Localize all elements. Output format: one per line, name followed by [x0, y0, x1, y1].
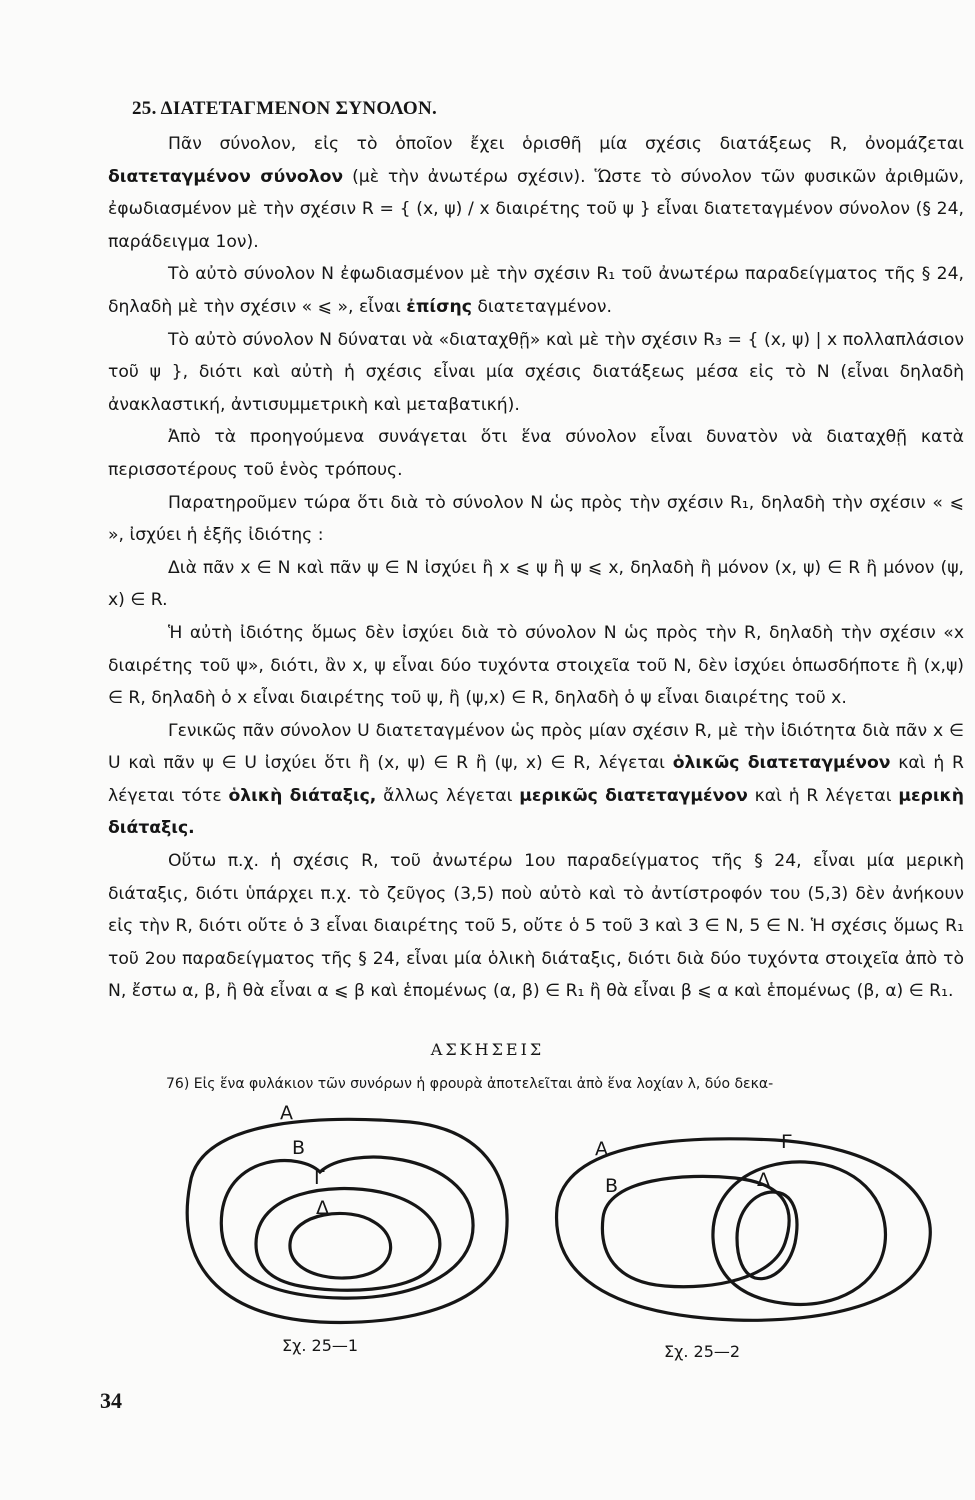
paragraph-1-run-3: (μὲ τὴν ἀνωτέρω σχέσιν). Ὥστε τὸ σύνολον τῶν φυσικῶν ἀριθμῶν, ἐφωδιασμένον μὲ τὴν σχέσιν R = { (x, ψ) / x διαιρέτης τοῦ ψ } εἶναι διατεταγμένον σύνολον (§ 24, παράδειγμα 1ον).	[108, 166, 964, 252]
paragraph-8-run-3: καὶ ἡ R λέγεται τότε	[108, 753, 964, 806]
paragraph-1	[108, 128, 964, 258]
paragraph-5-run-1: Παρατηροῦμεν τώρα ὅτι διὰ τὸ σύνολον N ὡς πρὸς τὴν σχέσιν R₁, δηλαδὴ τὴν σχέσιν « ⩽ », ἰσχύει ἡ ἑξῆς ἰδιότης :	[108, 492, 964, 546]
label-G: Γ	[781, 1131, 792, 1153]
section-body	[108, 128, 964, 1008]
paragraph-4	[108, 421, 964, 486]
paragraph-8-run-1: Γενικῶς πᾶν σύνολον U διατεταγμένον ὡς πρὸς μίαν σχέσιν R, μὲ τὴν ἰδιότητα διὰ πᾶν x ∈ U καὶ πᾶν ψ ∈ U ἰσχύει ὅτι ἢ (x, ψ) ∈ R ἢ (ψ, x) ∈ R, λέγεται	[108, 720, 964, 774]
section-heading: 25. ΔΙΑΤΕΤΑΓΜΕΝΟΝ ΣΥΝΟΛΟΝ.	[132, 98, 438, 119]
label-G: Γ	[314, 1167, 325, 1189]
paragraph-6	[108, 552, 964, 617]
paragraph-1-run-2: διατεταγμένον σύνολον	[108, 166, 344, 187]
paragraph-7	[108, 617, 964, 715]
set-D-outline	[290, 1213, 391, 1278]
overlapping-sets-diagram	[545, 1118, 965, 1338]
paragraph-9-run-1: Οὕτω π.χ. ἡ σχέσις R, τοῦ ἀνωτέρω 1ου παραδείγματος τῆς § 24, εἶναι μία μερικὴ διάταξις, διότι ὑπάρχει π.χ. τὸ ζεῦγος (3,5) ποὺ αὐτὸ καὶ τὸ ἀντίστροφόν του (5,3) δὲν ἀνήκουν εἰς τὴν R, διότι οὔτε ὁ 3 εἶναι διαιρέτης τοῦ 5, οὔτε ὁ 5 τοῦ 3 καὶ 3 ∈ N, 5 ∈ N. Ἡ σχέσις ὅμως R₁ τοῦ 2ου παραδείγματος τῆς § 24, εἶναι μία ὁλικὴ διάταξις, διότι διὰ δύο τυχόντα στοιχεῖα ἀπὸ τὸ N, ἔστω α, β, ἢ θὰ εἶναι α ⩽ β καὶ ἑπομένως (α, β) ∈ R₁ ἢ θὰ εἶναι β ⩽ α καὶ ἑπομένως (β, α) ∈ R₁.	[108, 851, 964, 1002]
page-number: 34	[100, 1388, 122, 1413]
label-D: Δ	[316, 1197, 329, 1219]
figure-25-1	[160, 1094, 520, 1334]
paragraph-9	[108, 845, 964, 1008]
figure-25-1-caption: Σχ. 25—1	[282, 1336, 359, 1355]
label-D: Δ	[757, 1169, 770, 1191]
paragraph-8-run-2: ὁλικῶς διατεταγμένον	[672, 753, 891, 774]
nested-sets-diagram	[160, 1094, 520, 1334]
paragraph-8	[108, 715, 964, 845]
paragraph-4-run-1: Ἀπὸ τὰ προηγούμενα συνάγεται ὅτι ἕνα σύνολον εἶναι δυνατὸν νὰ διαταχθῇ κατὰ περισσοτέρους τοῦ ἑνὸς τρόπους.	[108, 427, 964, 480]
paragraph-8-run-8: μερικὴ διάταξις.	[108, 785, 964, 839]
figure-25-2	[545, 1118, 965, 1338]
paragraph-2	[108, 258, 964, 323]
figure-25-2-caption: Σχ. 25—2	[664, 1342, 741, 1361]
exercise-76-text: 76) Εἰς ἕνα φυλάκιον τῶν συνόρων ἡ φρουρὰ ἀποτελεῖται ἀπὸ ἕνα λοχίαν λ, δύο δεκα-	[166, 1076, 774, 1092]
paragraph-8-run-7: καὶ ἡ R λέγεται	[747, 785, 899, 806]
paragraph-1-run-1: Πᾶν σύνολον, εἰς τὸ ὁποῖον ἔχει ὁρισθῆ μία σχέσις διατάξεως R, ὀνομάζεται	[168, 134, 964, 154]
set-A-outline	[557, 1139, 931, 1321]
label-B: Β	[292, 1137, 306, 1159]
paragraph-5	[108, 487, 964, 552]
set-G-outline	[256, 1189, 440, 1291]
label-A: Α	[595, 1138, 608, 1160]
paragraph-2-run-2: ἐπίσης	[406, 296, 472, 317]
exercises-title: ΑΣΚΗΣΕΙΣ	[430, 1040, 545, 1059]
paragraph-2-run-1: Τὸ αὐτὸ σύνολον N ἐφωδιασμένον μὲ τὴν σχέσιν R₁ τοῦ ἀνωτέρω παραδείγματος τῆς § 24, δηλαδὴ μὲ τὴν σχέσιν « ⩽ », εἶναι	[108, 264, 964, 317]
paragraph-2-run-3: διατεταγμένον.	[471, 296, 612, 317]
set-G-outline	[713, 1162, 886, 1305]
paragraph-7-run-1: Ἡ αὐτὴ ἰδιότης ὅμως δὲν ἰσχύει διὰ τὸ σύνολον N ὡς πρὸς τὴν R, δηλαδὴ τὴν σχέσιν «x διαιρέτης τοῦ ψ», διότι, ἂν x, ψ εἶναι δύο τυχόντα στοιχεῖα τοῦ N, δὲν ἰσχύει ὁπωσδήποτε ἢ (x,ψ) ∈ R, δηλαδὴ ὁ x εἶναι διαιρέτης τοῦ ψ, ἢ (ψ,x) ∈ R, δηλαδὴ ὁ ψ εἶναι διαιρέτης τοῦ x.	[108, 622, 964, 709]
paragraph-3	[108, 324, 964, 422]
paragraph-3-run-1: Τὸ αὐτὸ σύνολον N δύναται νὰ «διαταχθῇ» καὶ μὲ τὴν σχέσιν R₃ = { (x, ψ) | x πολλαπλάσιον τοῦ ψ }, διότι καὶ αὐτὴ ἡ σχέσις εἶναι μία σχέσις διατάξεως μέσα εἰς τὸ N (εἶναι δηλαδὴ ἀνακλαστική, ἀντισυμμετρικὴ καὶ μεταβατική).	[108, 329, 964, 415]
paragraph-8-run-5: ἄλλως λέγεται	[376, 785, 520, 806]
paragraph-6-run-1: Διὰ πᾶν x ∈ N καὶ πᾶν ψ ∈ N ἰσχύει ἢ x ⩽ ψ ἢ ψ ⩽ x, δηλαδὴ ἢ μόνον (x, ψ) ∈ R ἢ μόνον (ψ, x) ∈ R.	[108, 557, 964, 611]
label-A: Α	[280, 1102, 293, 1124]
paragraph-8-run-6: μερικῶς διατεταγμένον	[519, 785, 748, 806]
label-B: Β	[605, 1175, 619, 1197]
paragraph-8-run-4: ὁλικὴ διάταξις,	[228, 785, 377, 806]
